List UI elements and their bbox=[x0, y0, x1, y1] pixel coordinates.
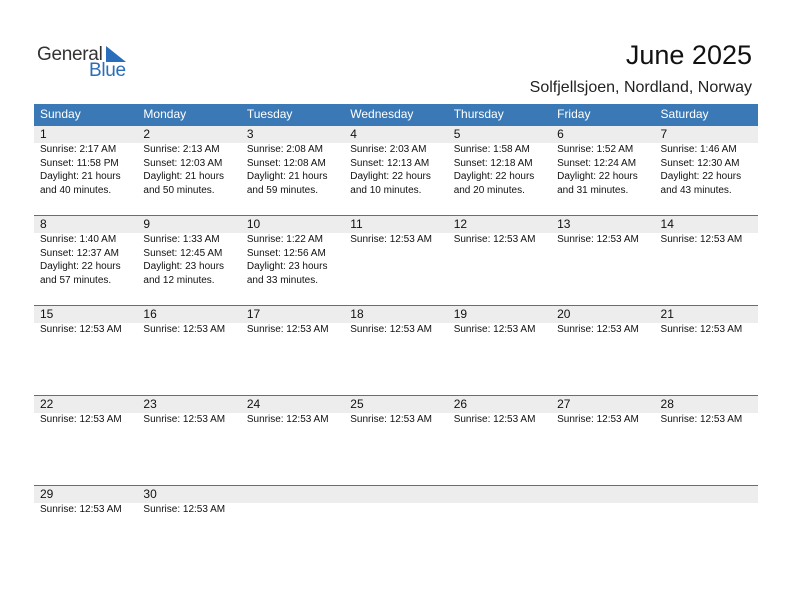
day-info-line: Sunrise: 12:53 AM bbox=[453, 414, 536, 425]
day-info-line: Sunrise: 12:53 AM bbox=[40, 504, 122, 515]
day-info-line: Sunrise: 12:53 AM bbox=[660, 234, 743, 245]
day-number: 26 bbox=[453, 397, 468, 411]
day-cell bbox=[241, 306, 344, 396]
day-cell bbox=[655, 306, 758, 396]
day-number: 11 bbox=[350, 217, 363, 231]
day-info-line: Sunrise: 12:53 AM bbox=[453, 234, 536, 245]
day-info-line: Sunset: 12:18 AM bbox=[453, 157, 533, 169]
day-info-line: Sunrise: 12:53 AM bbox=[660, 414, 743, 425]
calendar-location: Solfjellsjoen, Nordland, Norway bbox=[529, 79, 752, 96]
day-number: 30 bbox=[143, 487, 157, 501]
weekday-sunday: Sunday bbox=[40, 107, 81, 121]
day-cell bbox=[344, 396, 447, 486]
day-info-line: Daylight: 21 hours bbox=[143, 171, 225, 182]
day-info-line: Sunrise: 1:22 AM bbox=[246, 234, 323, 245]
day-cell bbox=[137, 486, 240, 576]
day-cell bbox=[551, 486, 654, 576]
weekday-monday: Monday bbox=[143, 107, 187, 121]
day-info-line: and 57 minutes. bbox=[40, 274, 112, 286]
logo bbox=[37, 44, 137, 80]
day-info-line: Sunrise: 1:58 AM bbox=[453, 144, 530, 155]
day-info-line: Sunrise: 12:53 AM bbox=[143, 504, 226, 515]
day-number: 27 bbox=[557, 397, 571, 411]
day-number: 1 bbox=[40, 127, 47, 141]
day-info-line: Sunrise: 12:53 AM bbox=[40, 324, 122, 335]
day-number: 10 bbox=[246, 217, 261, 231]
day-info-line: Sunrise: 12:53 AM bbox=[143, 414, 226, 425]
day-number: 5 bbox=[453, 127, 461, 141]
day-info-line: Sunrise: 12:53 AM bbox=[453, 324, 536, 335]
day-cell bbox=[344, 126, 447, 216]
day-cell bbox=[241, 396, 344, 486]
day-cell bbox=[655, 216, 758, 306]
day-cell bbox=[241, 126, 344, 216]
day-cell bbox=[137, 306, 240, 396]
day-cell bbox=[448, 126, 551, 216]
day-info-line: Sunrise: 12:53 AM bbox=[557, 324, 639, 335]
week-row bbox=[34, 215, 758, 306]
day-cell bbox=[344, 216, 447, 306]
day-cell bbox=[344, 306, 447, 396]
day-info-line: Sunrise: 1:46 AM bbox=[660, 144, 737, 155]
day-info-line: Sunrise: 1:40 AM bbox=[40, 234, 117, 245]
day-number: 24 bbox=[246, 397, 261, 411]
day-cell bbox=[655, 486, 758, 576]
day-number: 16 bbox=[143, 307, 157, 321]
day-info-line: Sunrise: 12:53 AM bbox=[350, 324, 432, 335]
day-info-line: Sunset: 12:56 AM bbox=[246, 247, 326, 259]
day-cell bbox=[655, 396, 758, 486]
weekday-wednesday: Wednesday bbox=[350, 107, 414, 121]
day-cell bbox=[34, 306, 137, 396]
logo-text-blue: Blue bbox=[89, 60, 126, 81]
day-info-line: Daylight: 21 hours bbox=[40, 171, 121, 182]
day-number: 6 bbox=[557, 127, 564, 141]
day-number: 2 bbox=[143, 127, 151, 141]
weekday-friday: Friday bbox=[557, 107, 591, 121]
day-cell bbox=[655, 126, 758, 216]
day-info-line: and 33 minutes. bbox=[246, 274, 319, 286]
weekday-tuesday: Tuesday bbox=[246, 107, 293, 121]
day-info-line: and 50 minutes. bbox=[143, 184, 215, 196]
day-number: 20 bbox=[557, 307, 571, 321]
week-row bbox=[34, 485, 758, 576]
day-info-line: and 43 minutes. bbox=[660, 184, 732, 196]
day-cell bbox=[448, 486, 551, 576]
day-info-line: Sunrise: 1:52 AM bbox=[557, 144, 634, 155]
day-number: 17 bbox=[246, 307, 261, 321]
day-cell bbox=[34, 396, 137, 486]
week-row bbox=[34, 305, 758, 396]
weekday-thursday: Thursday bbox=[453, 107, 504, 121]
day-info-line: Sunrise: 12:53 AM bbox=[246, 324, 329, 335]
day-info-line: Sunset: 12:24 AM bbox=[557, 157, 637, 169]
day-number: 13 bbox=[557, 217, 571, 231]
day-number: 12 bbox=[453, 217, 468, 231]
day-number: 18 bbox=[350, 307, 364, 321]
day-cell bbox=[551, 306, 654, 396]
day-info-line: Daylight: 21 hours bbox=[246, 171, 328, 182]
day-info-line: Sunrise: 12:53 AM bbox=[660, 324, 743, 335]
day-cell bbox=[551, 396, 654, 486]
day-info-line: Sunset: 11:58 PM bbox=[40, 157, 119, 169]
day-cell bbox=[344, 486, 447, 576]
day-info-line: Sunrise: 12:53 AM bbox=[143, 324, 226, 335]
day-number: 21 bbox=[660, 307, 674, 321]
day-number: 14 bbox=[660, 217, 674, 231]
day-info-line: Sunrise: 12:53 AM bbox=[350, 234, 432, 245]
day-info-line: Sunrise: 2:13 AM bbox=[143, 144, 220, 155]
day-info-line: Sunset: 12:08 AM bbox=[246, 157, 326, 169]
day-info-line: Sunrise: 12:53 AM bbox=[40, 414, 122, 425]
day-info-line: Sunrise: 12:53 AM bbox=[557, 414, 639, 425]
day-info-line: and 20 minutes. bbox=[453, 184, 525, 196]
day-info-line: and 31 minutes. bbox=[557, 184, 629, 196]
day-cell bbox=[241, 486, 344, 576]
day-info-line: and 10 minutes. bbox=[350, 184, 422, 196]
day-cell bbox=[34, 486, 137, 576]
day-info-line: Sunset: 12:30 AM bbox=[660, 157, 740, 169]
day-number: 29 bbox=[40, 487, 54, 501]
week-row bbox=[34, 395, 758, 486]
day-number: 22 bbox=[40, 397, 54, 411]
day-info-line: Sunrise: 12:53 AM bbox=[246, 414, 329, 425]
day-info-line: Daylight: 23 hours bbox=[246, 261, 328, 272]
day-info-line: Daylight: 22 hours bbox=[660, 171, 742, 182]
day-number: 23 bbox=[143, 397, 157, 411]
day-info-line: Sunrise: 12:53 AM bbox=[350, 414, 432, 425]
day-number: 25 bbox=[350, 397, 364, 411]
day-cell bbox=[241, 216, 344, 306]
day-info-line: Sunrise: 2:17 AM bbox=[40, 144, 117, 155]
day-cell bbox=[34, 126, 137, 216]
day-number: 8 bbox=[40, 217, 47, 231]
day-info-line: Sunrise: 2:08 AM bbox=[246, 144, 323, 155]
day-info-line: Daylight: 22 hours bbox=[40, 261, 121, 272]
day-cell bbox=[448, 306, 551, 396]
day-info-line: Daylight: 23 hours bbox=[143, 261, 225, 272]
day-info-line: Sunrise: 12:53 AM bbox=[557, 234, 639, 245]
day-number: 3 bbox=[246, 127, 254, 141]
day-info-line: Sunrise: 1:33 AM bbox=[143, 234, 220, 245]
day-number: 7 bbox=[660, 127, 668, 141]
day-cell bbox=[448, 216, 551, 306]
day-info-line: Sunset: 12:37 AM bbox=[40, 247, 119, 259]
day-info-line: Daylight: 22 hours bbox=[557, 171, 638, 182]
day-number: 4 bbox=[350, 127, 357, 141]
day-info-line: Daylight: 22 hours bbox=[453, 171, 535, 182]
day-info-line: Sunset: 12:03 AM bbox=[143, 157, 223, 169]
day-number: 9 bbox=[143, 217, 151, 231]
day-cell bbox=[137, 126, 240, 216]
day-number: 19 bbox=[453, 307, 468, 321]
day-cell bbox=[448, 396, 551, 486]
week-row bbox=[34, 125, 758, 216]
day-info-line: and 59 minutes. bbox=[246, 184, 319, 196]
calendar-title: June 2025 bbox=[625, 40, 752, 70]
day-cell bbox=[34, 216, 137, 306]
weekday-header bbox=[34, 104, 758, 125]
day-info-line: Sunset: 12:45 AM bbox=[143, 247, 223, 259]
day-cell bbox=[551, 216, 654, 306]
day-cell bbox=[551, 126, 654, 216]
day-info-line: and 12 minutes. bbox=[143, 274, 215, 286]
logo-text-general: General bbox=[37, 44, 103, 65]
day-number: 15 bbox=[40, 307, 54, 321]
day-info-line: Sunrise: 2:03 AM bbox=[350, 144, 427, 155]
day-number: 28 bbox=[660, 397, 674, 411]
day-info-line: Daylight: 22 hours bbox=[350, 171, 431, 182]
day-cell bbox=[137, 396, 240, 486]
weekday-saturday: Saturday bbox=[660, 107, 709, 121]
day-cell bbox=[137, 216, 240, 306]
day-info-line: and 40 minutes. bbox=[40, 184, 112, 196]
day-info-line: Sunset: 12:13 AM bbox=[350, 157, 430, 169]
